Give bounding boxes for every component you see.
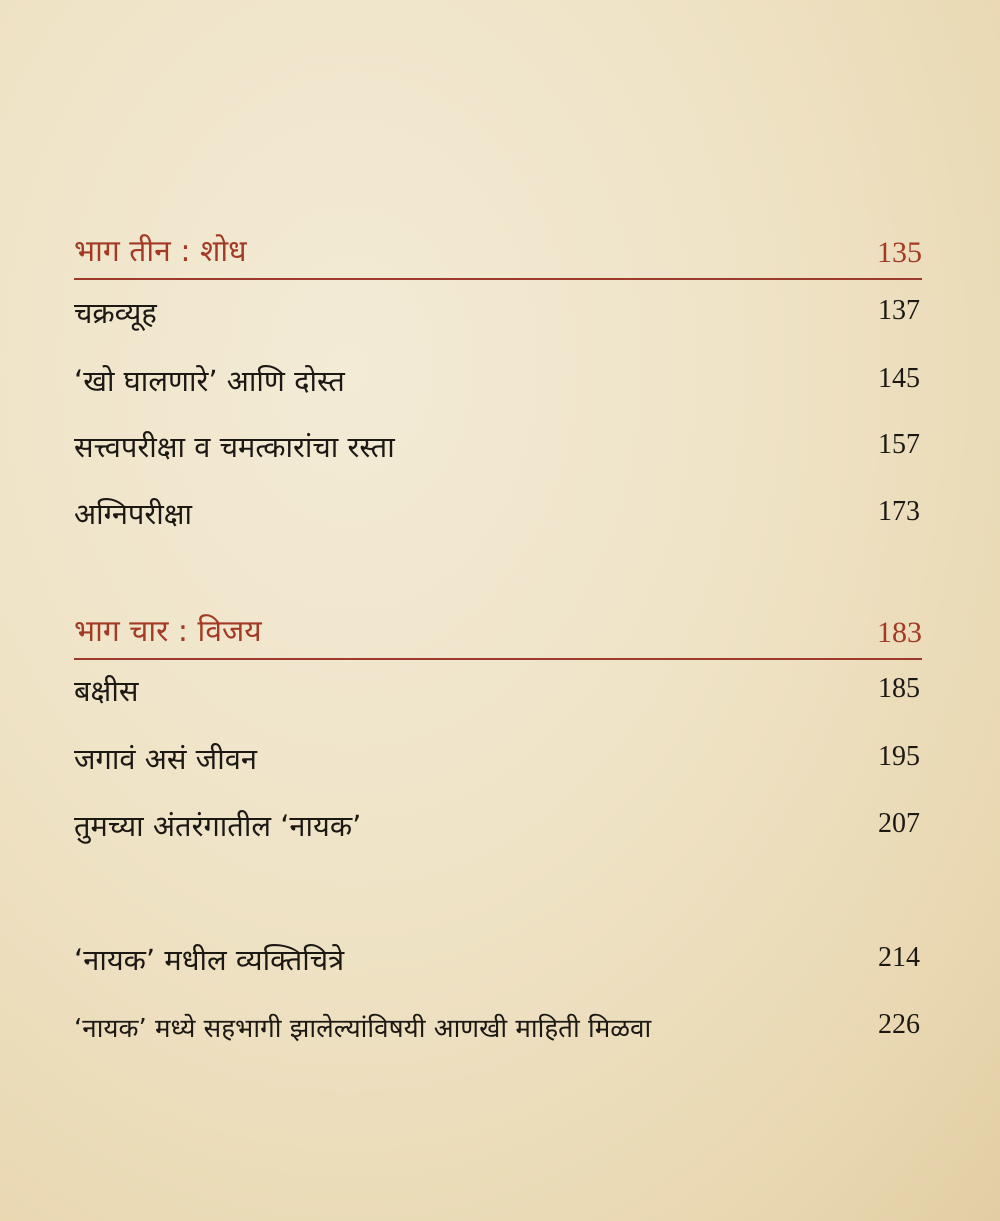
entry-title: अग्निपरीक्षा — [74, 497, 193, 531]
entry-title: चक्रव्यूह — [74, 296, 157, 330]
section-header-part-three — [74, 228, 922, 280]
entry-title: सत्त्वपरीक्षा व चमत्कारांचा रस्ता — [74, 430, 395, 464]
entry-title: ‘नायक’ मधील व्यक्तिचित्रे — [74, 943, 345, 977]
toc-entry — [74, 671, 920, 711]
entry-page-number: 185 — [878, 673, 920, 704]
entry-page-number: 157 — [878, 429, 920, 460]
section-title: भाग तीन : शोध — [74, 234, 247, 269]
toc-entry — [74, 361, 920, 401]
entry-page-number: 137 — [878, 295, 920, 326]
entry-title: ‘खो घालणारे’ आणि दोस्त — [74, 364, 345, 398]
section-header-part-four — [74, 608, 922, 660]
entry-title: ‘नायक’ मध्ये सहभागी झालेल्यांविषयी आणखी माहिती मिळवा — [74, 1014, 652, 1044]
toc-entry — [74, 940, 920, 980]
toc-entry — [74, 806, 920, 846]
toc-entry — [74, 1007, 920, 1047]
entry-page-number: 207 — [878, 808, 920, 839]
section-page-number: 135 — [877, 236, 922, 269]
toc-entry — [74, 494, 920, 534]
entry-page-number: 195 — [878, 741, 920, 772]
entry-page-number: 214 — [878, 942, 920, 973]
toc-entry — [74, 293, 920, 333]
entry-title: जगावं असं जीवन — [74, 742, 257, 776]
toc-entry — [74, 427, 920, 467]
toc-entry — [74, 739, 920, 779]
section-page-number: 183 — [877, 616, 922, 649]
section-title: भाग चार : विजय — [74, 614, 262, 649]
entry-page-number: 173 — [878, 496, 920, 527]
entry-page-number: 145 — [878, 363, 920, 394]
entry-page-number: 226 — [878, 1009, 920, 1040]
entry-title: तुमच्या अंतरंगातील ‘नायक’ — [74, 809, 362, 843]
entry-title: बक्षीस — [74, 674, 139, 708]
